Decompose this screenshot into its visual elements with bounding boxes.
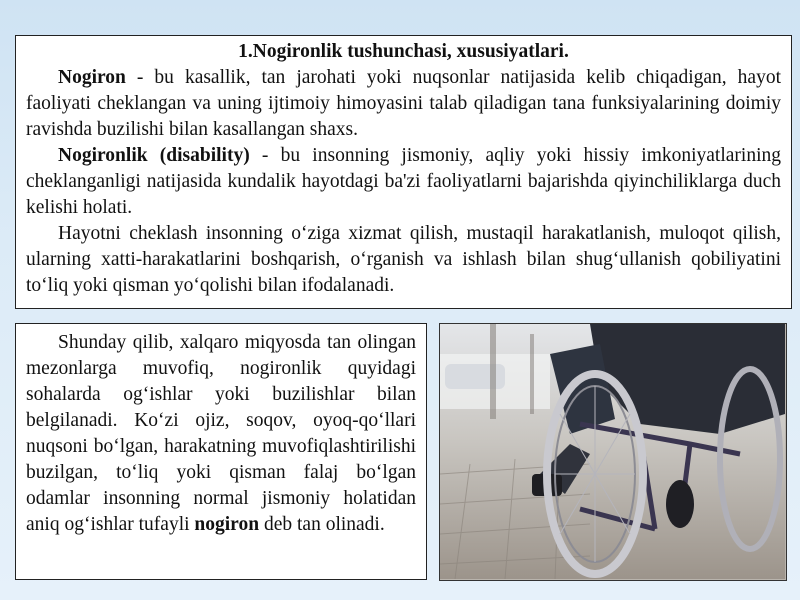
criteria-tail: deb tan olinadi. [259,514,385,535]
definition-nogiron: - bu kasallik, tan jarohati yoki nuqsonlar natijasida kelib chiqadigan, hayot faoliyati cheklangan va uning ijtimoiy himoyasini talab qiladigan tana funksiyalarining doimiy ravishda buzilishi bilan kasallangan shaxs. [26,67,781,140]
criteria-text: Shunday qilib, xalqaro miqyosda tan olingan mezonlarga muvofiq, nogironlik quyidagi sohalarda og‘ishlar yoki buzilishlar bilan belgilanadi. Ko‘zi ojiz, soqov, oyoq-qo‘llari nuqsoni bo‘lgan, harakatning muvofiqlashtirilishi buzilgan, to‘liq yoki qisman falaj bo‘lgan odamlar insonning normal jismoniy holatidan aniq og‘ishlar tufayli [26,332,416,535]
term-nogironlik: Nogironlik (disability) [58,145,250,166]
criteria-paragraph [26,330,416,538]
term-nogiron: Nogiron [58,67,126,88]
paragraph-nogiron [26,65,781,143]
paragraph-hayotni-cheklash: Hayotni cheklash insonning o‘ziga xizmat qilish, mustaqil harakatlanish, muloqot qilish, ularning xatti-harakatlarini boshqarish, o‘rganish va ishlash bilan shug‘ullanish qobiliyatini to‘liq yoki qisman yo‘qolishi bilan ifodalanadi. [26,223,781,296]
definition-nogironlik: - bu insonning jismoniy, aqliy yoki hissiy imkoniyatlarining cheklanganligi natijasida kundalik hayotdagi ba'zi faoliyatlarni bajarishda qiyinchiliklarga duch kelishi holati. [26,145,782,218]
definition-box [15,35,792,309]
wheelchair-icon [440,324,785,579]
section-title: 1.Nogironlik tushunchasi, xususiyatlari. [238,41,569,62]
paragraph-nogironlik [26,143,781,221]
wheelchair-photo [439,323,787,581]
term-nogiron-bold: nogiron [194,514,260,535]
criteria-box [15,323,427,580]
